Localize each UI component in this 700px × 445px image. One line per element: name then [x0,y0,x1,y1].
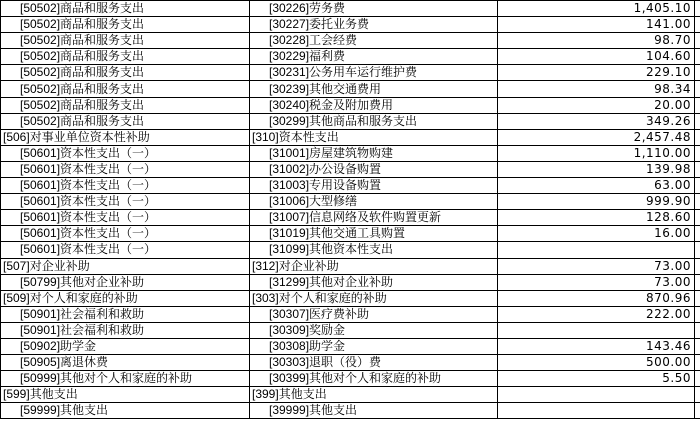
right-account-cell[interactable]: [31299]其他对企业补助 [250,274,498,290]
table-row [1,258,700,274]
left-account-cell[interactable]: [50502]商品和服务支出 [1,113,250,129]
edge-sliver-cell [695,210,700,226]
right-account-cell[interactable]: [31019]其他交通工具购置 [250,226,498,242]
edge-sliver-cell [695,274,700,290]
table-row [1,322,700,338]
amount-cell[interactable]: 1,405.10 [498,1,695,17]
left-account-cell[interactable]: [50601]资本性支出（一） [1,226,250,242]
amount-cell[interactable]: 128.60 [498,210,695,226]
left-account-cell[interactable]: [50999]其他对个人和家庭的补助 [1,371,250,387]
right-account-cell[interactable]: [303]对个人和家庭的补助 [250,290,498,306]
edge-sliver-cell [695,242,700,258]
right-account-cell[interactable]: [30309]奖励金 [250,322,498,338]
edge-sliver-cell [695,371,700,387]
left-account-cell[interactable]: [50905]离退休费 [1,355,250,371]
edge-sliver-cell [695,226,700,242]
edge-sliver-cell [695,290,700,306]
amount-cell[interactable]: 5.50 [498,371,695,387]
left-account-cell[interactable]: [50601]资本性支出（一） [1,178,250,194]
table-row [1,161,700,177]
table-row [1,306,700,322]
left-account-cell[interactable]: [50902]助学金 [1,338,250,354]
edge-sliver-cell [695,81,700,97]
right-account-cell[interactable]: [30226]劳务费 [250,1,498,17]
amount-cell[interactable]: 229.10 [498,65,695,81]
amount-cell[interactable]: 16.00 [498,226,695,242]
table-row [1,194,700,210]
table-row [1,242,700,258]
left-account-cell[interactable]: [50901]社会福利和救助 [1,322,250,338]
left-account-cell[interactable]: [507]对企业补助 [1,258,250,274]
right-account-cell[interactable]: [30228]工会经费 [250,33,498,49]
table-row [1,403,700,419]
amount-cell[interactable]: 870.96 [498,290,695,306]
edge-sliver-cell [695,33,700,49]
amount-cell[interactable]: 1,110.00 [498,145,695,161]
left-account-cell[interactable]: [50601]资本性支出（一） [1,161,250,177]
edge-sliver-cell [695,403,700,419]
left-account-cell[interactable]: [599]其他支出 [1,387,250,403]
amount-cell[interactable]: 98.34 [498,81,695,97]
right-account-cell[interactable]: [31099]其他资本性支出 [250,242,498,258]
left-account-cell[interactable]: [50502]商品和服务支出 [1,65,250,81]
right-account-cell[interactable]: [31003]专用设备购置 [250,178,498,194]
table-row [1,49,700,65]
right-account-cell[interactable]: [31006]大型修缮 [250,194,498,210]
right-account-cell[interactable]: [30229]福利费 [250,49,498,65]
table-row [1,145,700,161]
table-row [1,1,700,17]
amount-cell[interactable]: 500.00 [498,355,695,371]
amount-cell[interactable]: 999.90 [498,194,695,210]
right-account-cell[interactable]: [30303]退职（役）费 [250,355,498,371]
right-account-cell[interactable]: [30307]医疗费补助 [250,306,498,322]
left-account-cell[interactable]: [50502]商品和服务支出 [1,81,250,97]
amount-cell[interactable]: 143.46 [498,338,695,354]
edge-sliver-cell [695,161,700,177]
amount-cell[interactable] [498,403,695,419]
amount-cell[interactable]: 2,457.48 [498,129,695,145]
table-row [1,178,700,194]
table-row [1,290,700,306]
right-account-cell[interactable]: [30299]其他商品和服务支出 [250,113,498,129]
amount-cell[interactable]: 98.70 [498,33,695,49]
right-account-cell[interactable]: [30231]公务用车运行维护费 [250,65,498,81]
amount-cell[interactable]: 141.00 [498,17,695,33]
left-account-cell[interactable]: [50799]其他对企业补助 [1,274,250,290]
edge-sliver-cell [695,178,700,194]
amount-cell[interactable]: 349.26 [498,113,695,129]
edge-sliver-cell [695,113,700,129]
right-account-cell[interactable]: [31007]信息网络及软件购置更新 [250,210,498,226]
amount-cell[interactable]: 104.60 [498,49,695,65]
table-row [1,129,700,145]
amount-cell[interactable] [498,242,695,258]
amount-cell[interactable]: 20.00 [498,97,695,113]
left-account-cell[interactable]: [50601]资本性支出（一） [1,194,250,210]
left-account-cell[interactable]: [59999]其他支出 [1,403,250,419]
edge-sliver-cell [695,145,700,161]
amount-cell[interactable] [498,387,695,403]
edge-sliver-cell [695,49,700,65]
edge-sliver-cell [695,322,700,338]
edge-sliver-cell [695,306,700,322]
edge-sliver-cell [695,65,700,81]
right-account-cell[interactable]: [312]对企业补助 [250,258,498,274]
left-account-cell[interactable]: [50601]资本性支出（一） [1,145,250,161]
edge-sliver-cell [695,194,700,210]
edge-sliver-cell [695,17,700,33]
left-account-cell[interactable]: [50502]商品和服务支出 [1,49,250,65]
table-row [1,338,700,354]
right-account-cell[interactable]: [39999]其他支出 [250,403,498,419]
right-account-cell[interactable]: [30240]税金及附加费用 [250,97,498,113]
right-account-cell[interactable]: [31001]房屋建筑物购建 [250,145,498,161]
edge-sliver-cell [695,355,700,371]
amount-cell[interactable] [498,322,695,338]
table-row [1,387,700,403]
left-account-cell[interactable]: [50502]商品和服务支出 [1,33,250,49]
edge-sliver-cell [695,258,700,274]
right-account-cell[interactable]: [30308]助学金 [250,338,498,354]
amount-cell[interactable]: 73.00 [498,274,695,290]
left-account-cell[interactable]: [509]对个人和家庭的补助 [1,290,250,306]
table-row [1,17,700,33]
right-account-cell[interactable]: [310]资本性支出 [250,129,498,145]
right-account-cell[interactable]: [30239]其他交通费用 [250,81,498,97]
edge-sliver-cell [695,338,700,354]
right-account-cell[interactable]: [30227]委托业务费 [250,17,498,33]
table-row [1,113,700,129]
amount-cell[interactable]: 73.00 [498,258,695,274]
right-account-cell[interactable]: [31002]办公设备购置 [250,161,498,177]
table-row [1,65,700,81]
table-row [1,33,700,49]
left-account-cell[interactable]: [50502]商品和服务支出 [1,1,250,17]
right-account-cell[interactable]: [399]其他支出 [250,387,498,403]
table-row [1,371,700,387]
table-row [1,97,700,113]
left-account-cell[interactable]: [50601]资本性支出（一） [1,210,250,226]
table-row [1,81,700,97]
left-account-cell[interactable]: [50601]资本性支出（一） [1,242,250,258]
table-row [1,355,700,371]
left-account-cell[interactable]: [506]对事业单位资本性补助 [1,129,250,145]
edge-sliver-cell [695,387,700,403]
amount-cell[interactable]: 63.00 [498,178,695,194]
table-row [1,210,700,226]
left-account-cell[interactable]: [50502]商品和服务支出 [1,17,250,33]
edge-sliver-cell [695,97,700,113]
table-row [1,226,700,242]
budget-table-body [1,1,700,419]
right-account-cell[interactable]: [30399]其他对个人和家庭的补助 [250,371,498,387]
edge-sliver-cell [695,129,700,145]
left-account-cell[interactable]: [50502]商品和服务支出 [1,97,250,113]
edge-sliver-cell [695,1,700,17]
amount-cell[interactable]: 139.98 [498,161,695,177]
table-row [1,274,700,290]
amount-cell[interactable]: 222.00 [498,306,695,322]
left-account-cell[interactable]: [50901]社会福利和救助 [1,306,250,322]
